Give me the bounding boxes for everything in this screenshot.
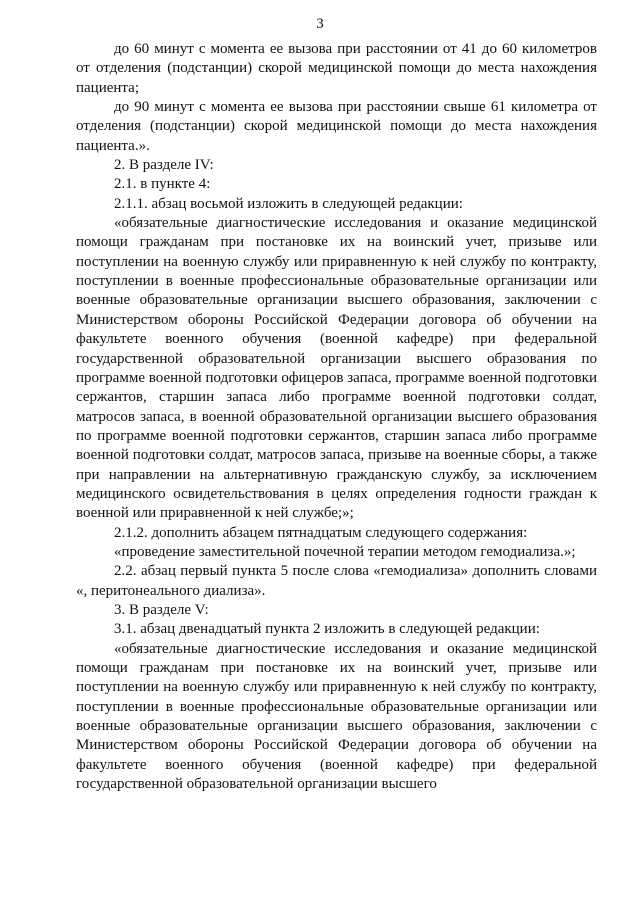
paragraph-response-time-90: до 90 минут с момента ее вызова при расстоянии свыше 61 километра от отделения (подстанции) скорой медицинской помощи до места нахождения пациента.». <box>76 99 597 154</box>
paragraph-section-iv: 2. В разделе IV: <box>114 157 214 174</box>
paragraph-military-exams-2: «обязательные диагностические исследования и оказание медицинской помощи гражданам при постановке их на воинский учет, призыве или поступлении на военную службу или приравненную к ней службу по контракту, поступлении в военные профессиональные образовательные организации или военные образовательные организации высшего образования, заключении с Министерством обороны Российской Федерации договора об обучении на факультете военного обучения (военной кафедре) при федеральной государственной образовательной организации высшего <box>76 640 597 793</box>
paragraph-item-2-2: 2.2. абзац первый пункта 5 после слова «гемодиализа» дополнить словами «, перитонеального диализа». <box>76 563 597 599</box>
paragraph-hemodialysis: «проведение заместительной почечной терапии методом гемодиализа.»; <box>114 543 576 560</box>
paragraph-item-2-1: 2.1. в пункте 4: <box>114 176 211 193</box>
paragraph-military-exams-1: «обязательные диагностические исследования и оказание медицинской помощи гражданам при постановке их на воинский учет, призыве или поступлении на военную службу или приравненную к ней службу по контракту, поступлении в военные профессиональные образовательные организации или военные образовательные организации высшего образования, заключении с Министерством обороны Российской Федерации договора об обучении на факультете военного обучения (военной кафедре) при федеральной государственной образовательной организации высшего образования по программе военной подготовки офицеров запаса, программе военной подготовки сержантов, старшин запаса либо программе военной подготовки солдат, матросов запаса, в военной образовательной организации высшего образования по программе военной подготовки сержантов, старшин запаса либо программе военной подготовки солдат, матросов запаса, призыве на военные сборы, а также при направлении на альтернативную гражданскую службу, за исключением медицинского освидетельствования в целях определения годности граждан к военной или приравненной к ней службе;»; <box>76 215 597 522</box>
document-body <box>76 40 597 794</box>
paragraph-section-v: 3. В разделе V: <box>114 601 209 618</box>
paragraph-item-3-1: 3.1. абзац двенадцатый пункта 2 изложить в следующей редакции: <box>114 621 540 638</box>
page-number: 3 <box>316 16 324 32</box>
paragraph-item-2-1-1: 2.1.1. абзац восьмой изложить в следующей редакции: <box>114 195 463 212</box>
paragraph-item-2-1-2: 2.1.2. дополнить абзацем пятнадцатым следующего содержания: <box>114 524 528 541</box>
paragraph-response-time-60: до 60 минут с момента ее вызова при расстоянии от 41 до 60 километров от отделения (подстанции) скорой медицинской помощи до места нахождения пациента; <box>76 41 597 96</box>
